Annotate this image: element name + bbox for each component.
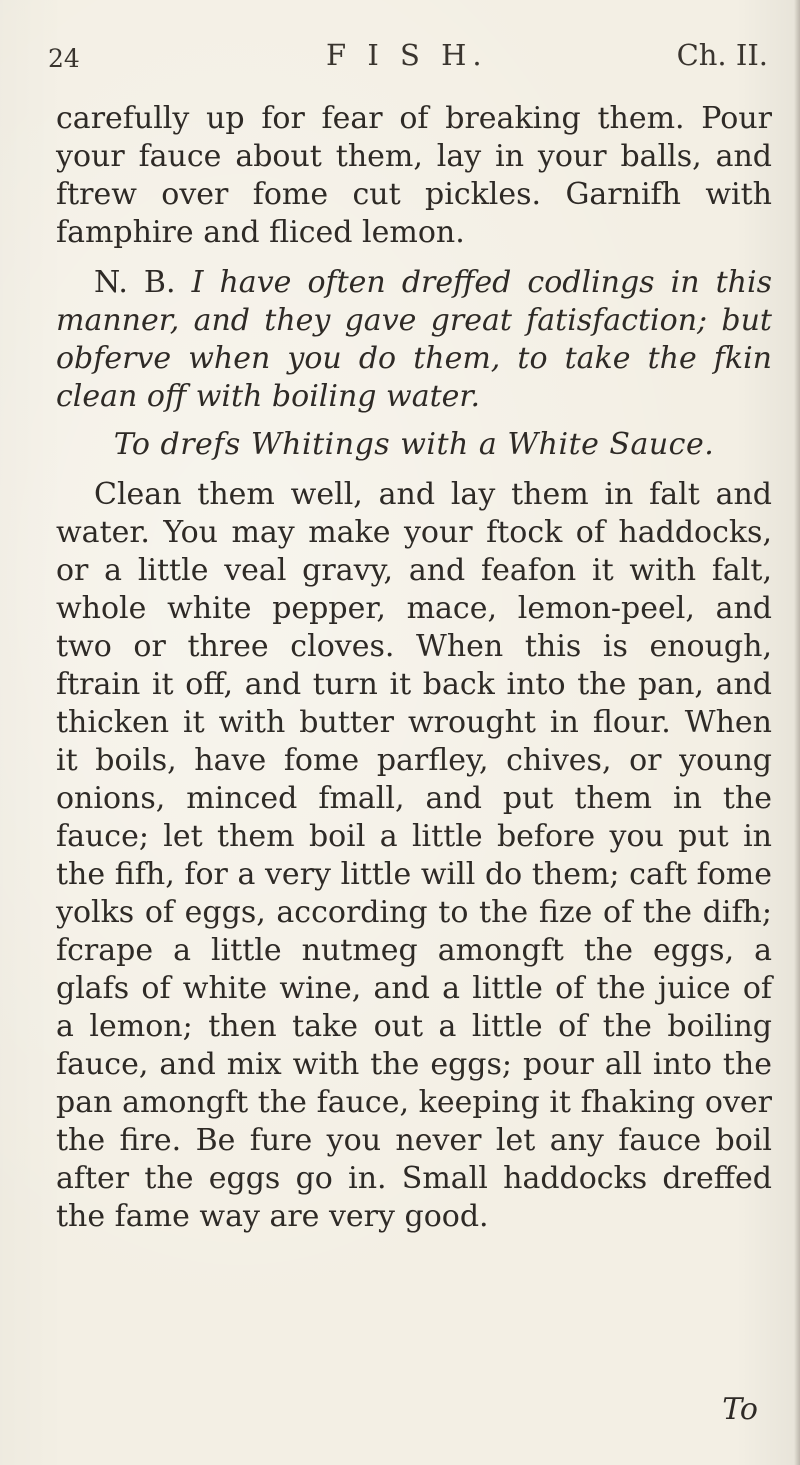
recipe-paragraph: Clean them well, and lay them in falt and water. You may make your ftock of haddocks, or a little veal gravy, and feafon it with falt, whole white pepper, mace, lemon-peel, and two or three cloves. When this is enough, ftrain it off, and turn it back into the pan, and thicken it with butter wrought in flour. When it boils, have fome parfley, chives, or young onions, minced fmall, and put them in the fauce; let them boil a little before you put in the fifh, for a very little will do them; caft fome yolks of eggs, according to the fize of the difh; fcrape a little nutmeg amongft the eggs, a glafs of white wine, and a little of the juice of a lemon; then take out a little of the boiling fauce, and mix with the eggs; pour all into the pan amongft the fauce, keeping it fhaking over the fire. Be fure you never let any fauce boil after the eggs go in. Small haddocks dreffed the fame way are very good. bbox=[56, 477, 772, 1234]
chapter-label: Ch. II. bbox=[676, 38, 768, 72]
nota-bene-text: I have often dreffed codlings in this manner, and they gave great fatisfaction; but obferve when you do them, to take the fkin clean off with boiling water. bbox=[56, 265, 772, 414]
running-title: F I S H. bbox=[326, 38, 488, 72]
nota-bene-label: N. B. bbox=[94, 265, 176, 300]
nota-bene-paragraph bbox=[56, 264, 772, 416]
recipe-heading: To drefs Whitings with a White Sauce. bbox=[113, 427, 715, 462]
page-edge-shadow bbox=[794, 0, 800, 1465]
catchword: To bbox=[722, 1392, 758, 1427]
page-number: 24 bbox=[48, 44, 80, 73]
continuation-paragraph: carefully up for fear of breaking them. Pour your fauce about them, lay in your balls, and ftrew over fome cut pickles. Garnifh with famphire and fliced lemon. bbox=[56, 101, 772, 250]
running-head bbox=[48, 38, 768, 78]
text-block bbox=[56, 100, 772, 1236]
